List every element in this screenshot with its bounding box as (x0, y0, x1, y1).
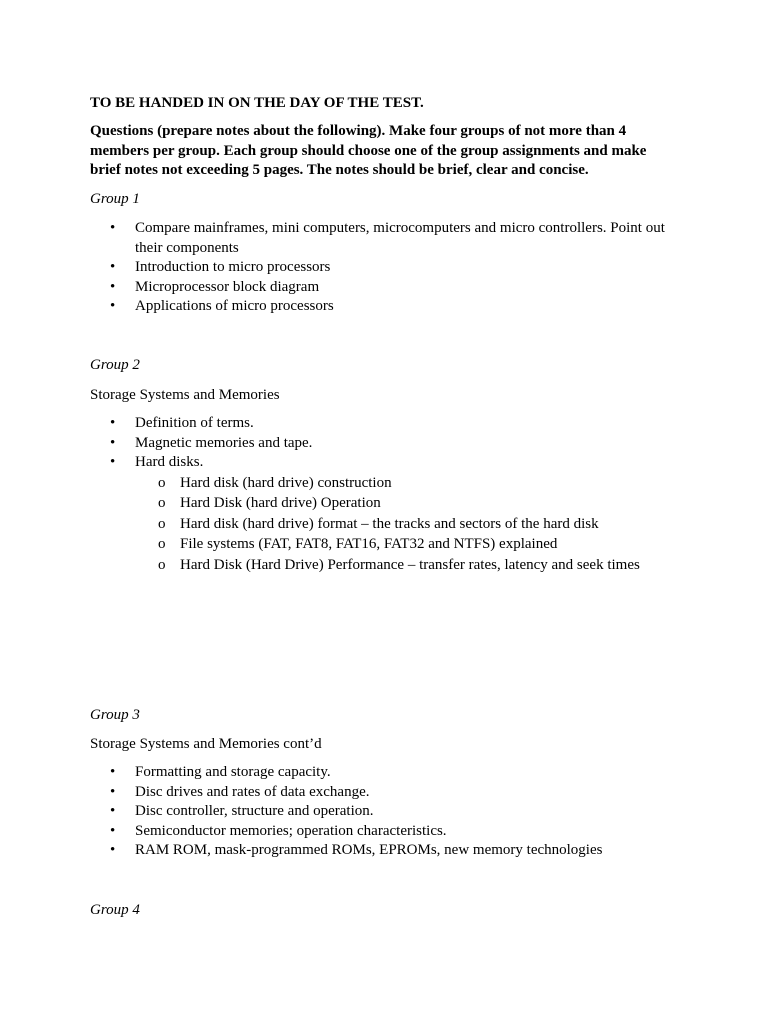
list-item: • Introduction to micro processors (90, 258, 680, 278)
page-heading: TO BE HANDED IN ON THE DAY OF THE TEST. (90, 95, 424, 111)
group-3-label: Group 3 (90, 707, 140, 723)
bullet-icon: • (110, 822, 116, 839)
list-item: • Disc controller, structure and operation. (90, 802, 680, 822)
list-item: • Compare mainframes, mini computers, microcomputers and micro controllers. Point out their components (110, 220, 665, 256)
circle-bullet-icon: o (158, 474, 166, 491)
circle-bullet-icon: o (158, 495, 166, 511)
bullet-icon: • (110, 842, 116, 858)
bullet-icon: • (110, 298, 116, 314)
hard-disks-sublist (135, 473, 680, 576)
bullet-icon: • (110, 220, 116, 236)
group-3-subtitle: Storage Systems and Memories cont’d (90, 736, 322, 752)
list-item: • Magnetic memories and tape. (90, 434, 680, 454)
list-item: • Definition of terms. (90, 414, 680, 434)
sub-list-item: o Hard Disk (Hard Drive) Performance – transfer rates, latency and seek times (135, 555, 680, 576)
group-2-subtitle: Storage Systems and Memories (90, 387, 280, 403)
sub-list-item: o Hard Disk (hard drive) Operation (135, 493, 680, 514)
group-2-list (90, 414, 680, 575)
group-4-label: Group 4 (90, 902, 140, 918)
list-item: • Microprocessor block diagram (90, 278, 680, 298)
bullet-icon: • (110, 803, 116, 819)
circle-bullet-icon: o (158, 536, 166, 552)
bullet-icon: • (110, 454, 116, 470)
document-page (90, 0, 680, 1024)
circle-bullet-icon: o (158, 556, 166, 573)
bullet-icon: • (110, 764, 116, 780)
bullet-icon: • (110, 783, 116, 800)
list-item: • Applications of micro processors (90, 297, 680, 317)
list-item: • Hard disks. o Hard disk (hard drive) construction o Hard Disk (hard drive) Operation o Hard disk (hard drive) format – the tracks and sectors of the hard disk o File systems (FAT, FAT8, FAT16, FAT32 and NTFS) explained o Hard Disk (Hard Drive) Performance – transfer rates, latency and seek times (90, 453, 680, 575)
bullet-icon: • (110, 415, 116, 431)
bullet-icon: • (110, 434, 116, 451)
list-item: • Semiconductor memories; operation characteristics. (90, 822, 680, 842)
sub-list-item: o Hard disk (hard drive) construction (135, 473, 680, 494)
group-3-list (90, 763, 680, 861)
list-item: • Disc drives and rates of data exchange. (90, 783, 680, 803)
bullet-icon: • (110, 259, 116, 275)
list-item: • RAM ROM, mask-programmed ROMs, EPROMs, new memory technologies (90, 841, 680, 861)
group-1-label: Group 1 (90, 191, 140, 207)
list-item: • Formatting and storage capacity. (90, 763, 680, 783)
instructions-paragraph: Questions (prepare notes about the following). Make four groups of not more than 4 members per group. Each group should choose one of the group assignments and make brief notes not exceeding 5 pages. The notes should be brief, clear and concise. (90, 123, 647, 178)
bullet-icon: • (110, 278, 116, 295)
group-2-label: Group 2 (90, 357, 140, 373)
circle-bullet-icon: o (158, 515, 166, 532)
sub-list-item: o File systems (FAT, FAT8, FAT16, FAT32 and NTFS) explained (135, 534, 680, 555)
group-1-list (90, 219, 680, 317)
sub-list-item: o Hard disk (hard drive) format – the tracks and sectors of the hard disk (135, 514, 680, 535)
